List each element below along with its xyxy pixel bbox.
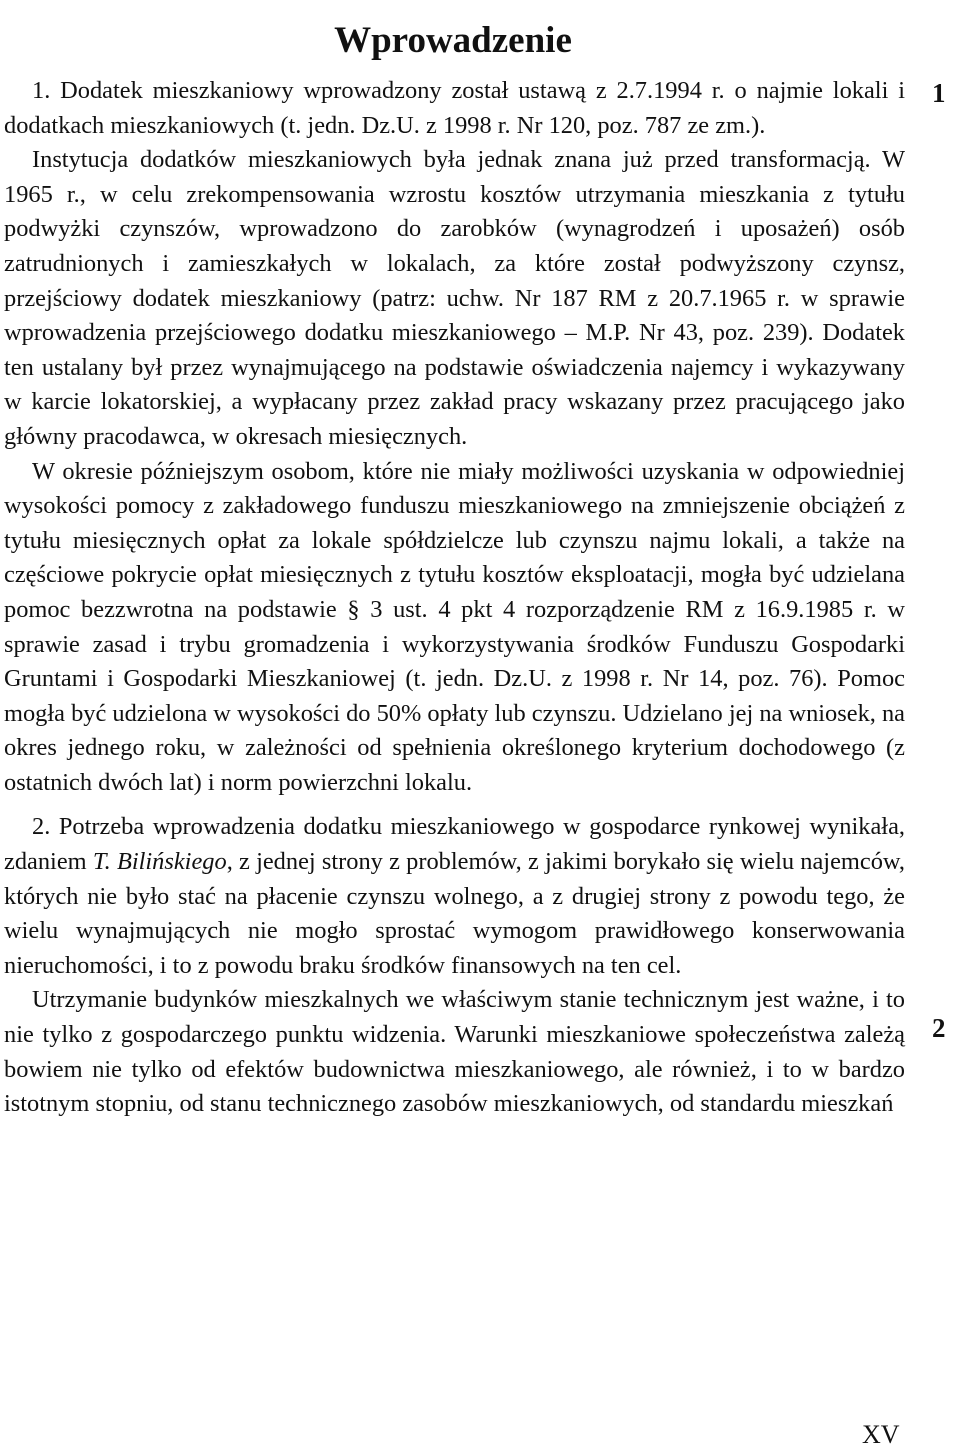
paragraph-2: Instytucja dodatków mieszkaniowych była jednak znana już przed transformacją. W 1965 r., w celu zrekompensowania wzrostu kosztów utrzymania mieszkania z tytułu podwyżki czynszów, wprowadzono do zarobków (wynagrodzeń i uposażeń) osób zatrudnionych i zamieszkałych w lokalach, za które został podwyższony czynsz, przejściowy dodatek mieszkaniowy (patrz: uchw. Nr 187 RM z 20.7.1965 r. w sprawie wprowadzenia przejściowego dodatku mieszkaniowego – M.P. Nr 43, poz. 239). Dodatek ten ustalany był przez wynajmującego na podstawie oświadczenia najemcy i wykazywany w karcie lokatorskiej, a wypłacany przez zakład pracy wskazany przez pracującego jako główny pracodawca, w okresach miesięcznych. [4, 146, 905, 450]
paragraph-4-text-end: , z jednej strony z problemów, z jakimi borykało się wielu najemców, których nie było stać na płacenie czynszu wolnego, a z drugiej strony z powodu tego, że wielu wynajmujących nie mogło sprostać wymogom prawidłowego konserwowania nieruchomości, i to z powodu braku środków finansowych na ten cel. [4, 848, 906, 979]
paragraph-4-text-start: 2. Potrzeba wprowadzenia dodatku mieszkaniowego w gospodarce rynkowej wynikała, zdaniem [4, 813, 905, 876]
margin-number-2: 2 [932, 1013, 946, 1043]
page-title: Wprowadzenie [334, 19, 572, 61]
paragraph-4 [4, 810, 905, 983]
page-number: XV [862, 1420, 900, 1449]
cited-author: T. Bilińskiego [92, 848, 227, 876]
paragraph-1: 1. Dodatek mieszkaniowy wprowadzony został ustawą z 2.7.1994 r. o najmie lokali i dodatkach mieszkaniowych (t. jedn. Dz.U. z 1998 r. Nr 120, poz. 787 ze zm.). [4, 77, 905, 139]
paragraph-3: W okresie późniejszym osobom, które nie miały możliwości uzyskania w odpowiedniej wysokości pomocy z zakładowego funduszu mieszkaniowego na zmniejszenie obciążeń z tytułu miesięcznych opłat za lokale spółdzielcze lub czynszu najmu lokali, a także na częściowe pokrycie opłat miesięcznych z tytułu kosztów eksploatacji, mogła być udzielana pomoc bezzwrotna na podstawie § 3 ust. 4 pkt 4 rozporządzenie RM z 16.9.1985 r. w sprawie zasad i trybu gromadzenia i wykorzystywania środków Funduszu Gospodarki Gruntami i Gospodarki Mieszkaniowej (t. jedn. Dz.U. z 1998 r. Nr 14, poz. 76). Pomoc mogła być udzielona w wysokości do 50% opłaty lub czynszu. Udzielano jej na wniosek, na okres jednego roku, w zależności od spełnienia określonego kryterium dochodowego (z ostatnich dwóch lat) i norm powierzchni lokalu. [4, 457, 905, 796]
margin-number-1: 1 [932, 78, 946, 108]
body-text [4, 74, 905, 1122]
paragraph-5: Utrzymanie budynków mieszkalnych we właściwym stanie technicznym jest ważne, i to nie tylko z gospodarczego punktu widzenia. Warunki mieszkaniowe społeczeństwa zależą bowiem nie tylko od efektów budownictwa mieszkaniowego, ale również, i to w bardzo istotnym stopniu, od stanu technicznego zasobów mieszkaniowych, od standardu mieszkań [4, 986, 905, 1118]
